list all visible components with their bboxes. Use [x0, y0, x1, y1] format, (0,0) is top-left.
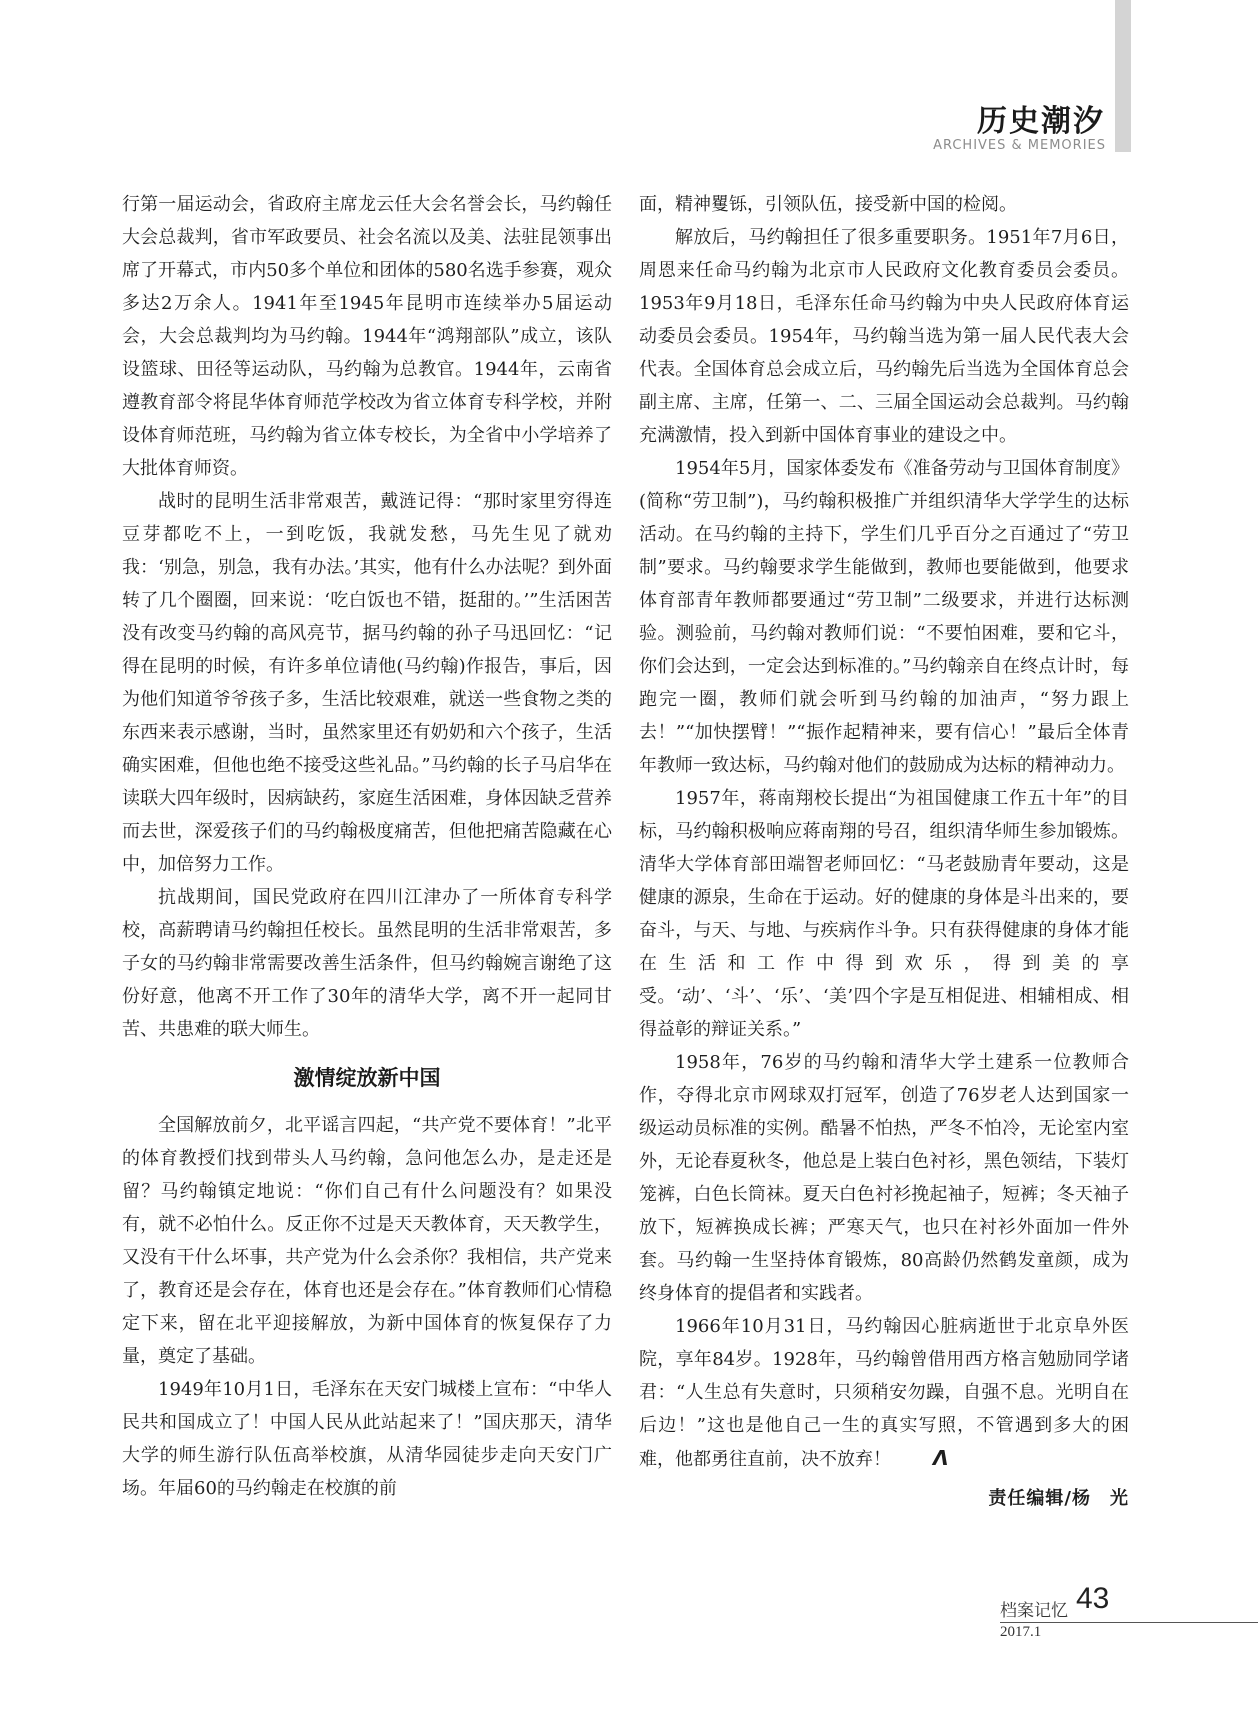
paragraph: 1958年，76岁的马约翰和清华大学土建系一位教师合作，夺得北京市网球双打冠军，创造了76岁老人达到国家一级运动员标准的实例。酷暑不怕热，严冬不怕冷，无论室内室外，无论春夏秋冬，他总是上装白色衬衫，黑色领结，下装灯笼裤，白色长筒袜。夏天白色衬衫挽起袖子，短裤；冬天袖子放下，短裤换成长裤；严寒天气，也只在衬衫外面加一件外套。马约翰一生坚持体育锻炼，80高龄仍然鹤发童颜，成为终身体育的提倡者和实践者。: [639, 1052, 1129, 1304]
paragraph: 1954年5月，国家体委发布《准备劳动与卫国体育制度》(简称“劳卫制”)，马约翰积极推广并组织清华大学学生的达标活动。在马约翰的主持下，学生们几乎百分之百通过了“劳卫制”要求。马约翰要求学生能做到，教师也要能做到，他要求体育部青年教师都要通过“劳卫制”二级要求，并进行达标测验。测验前，马约翰对教师们说：“不要怕困难，要和它斗，你们会达到，一定会达到标准的。”马约翰亲自在终点计时，每跑完一圈，教师们就会听到马约翰的加油声，“努力跟上去！”“加快摆臂！”“振作起精神来，要有信心！”最后全体青年教师一致达标，马约翰对他们的鼓励成为达标的精神动力。: [639, 458, 1129, 776]
journal-name: 档案记忆: [1000, 1601, 1068, 1621]
paragraph-text: 1966年10月31日，马约翰因心脏病逝世于北京阜外医院，享年84岁。1928年，马约翰曾借用西方格言勉励同学诸君：“人生总有失意时，只须稍安勿躁，自强不息。光明自在后边！”这也是他自己一生的真实写照，不管遇到多大的困难，他都勇往直前，决不放弃！: [639, 1316, 1129, 1470]
end-mark-icon: Λ: [933, 1446, 949, 1470]
paragraph: 解放后，马约翰担任了很多重要职务。1951年7月6日，周恩来任命马约翰为北京市人民政府文化教育委员会委员。1953年9月18日，毛泽东任命马约翰为中央人民政府体育运动委员会委员。1954年，马约翰当选为第一届人民代表大会代表。全国体育总会成立后，马约翰先后当选为全国体育总会副主席、主席，任第一、二、三届全国运动会总裁判。马约翰充满激情，投入到新中国体育事业的建设之中。: [639, 227, 1129, 446]
right-column: [639, 188, 1129, 1515]
footer-rule: [1000, 1622, 1258, 1623]
paragraph: 战时的昆明生活非常艰苦，戴涟记得：“那时家里穷得连豆芽都吃不上，一到吃饭，我就发愁，马先生见了就劝我：‘别急，别急，我有办法。’其实，他有什么办法呢？到外面转了几个圈圈，回来说：‘吃白饭也不错，挺甜的。’”生活困苦没有改变马约翰的高风亮节，据马约翰的孙子马迅回忆：“记得在昆明的时候，有许多单位请他(马约翰)作报告，事后，因为他们知道爷爷孩子多，生活比较艰难，就送一些食物之类的东西来表示感谢，当时，虽然家里还有奶奶和六个孩子，生活确实困难，但他也绝不接受这些礼品。”马约翰的长子马启华在读联大四年级时，因病缺药，家庭生活困难，身体因缺乏营养而去世，深爱孩子们的马约翰极度痛苦，但他把痛苦隐藏在心中，加倍努力工作。: [122, 491, 612, 875]
section-heading: 激情绽放新中国: [293, 1066, 441, 1090]
edge-bar: [1115, 0, 1131, 152]
page-number: 43: [1076, 1582, 1110, 1615]
paragraph: 抗战期间，国民党政府在四川江津办了一所体育专科学校，高薪聘请马约翰担任校长。虽然昆明的生活非常艰苦，多子女的马约翰非常需要改善生活条件，但马约翰婉言谢绝了这份好意，他离不开工作了30年的清华大学，离不开一起同甘苦、共患难的联大师生。: [122, 887, 612, 1040]
paragraph: 全国解放前夕，北平谣言四起，“共产党不要体育！”北平的体育教授们找到带头人马约翰，急问他怎么办，是走还是留？马约翰镇定地说：“你们自己有什么问题没有？如果没有，就不必怕什么。反正你不过是天天教体育，天天教学生，又没有干什么坏事，共产党为什么会杀你？我相信，共产党来了，教育还是会存在，体育也还是会存在。”体育教师们心情稳定下来，留在北平迎接解放，为新中国体育的恢复保存了力量，奠定了基础。: [122, 1115, 612, 1367]
paragraph: 面，精神矍铄，引领队伍，接受新中国的检阅。: [639, 194, 1017, 215]
paragraph: 行第一届运动会，省政府主席龙云任大会名誉会长，马约翰任大会总裁判，省市军政要员、社会名流以及美、法驻昆领事出席了开幕式，市内50多个单位和团体的580名选手参赛，观众多达2万余人。1941年至1945年昆明市连续举办5届运动会，大会总裁判均为马约翰。1944年“鸿翔部队”成立，该队设篮球、田径等运动队，马约翰为总教官。1944年，云南省遵教育部令将昆华体育师范学校改为省立体育专科学校，并附设体育师范班，马约翰为省立体专校长，为全省中小学培养了大批体育师资。: [122, 194, 612, 479]
paragraph-last: [639, 1310, 1129, 1476]
section-subtitle: ARCHIVES & MEMORIES: [933, 138, 1106, 153]
section-title: 历史潮汐: [977, 104, 1105, 139]
paragraph: 1949年10月1日，毛泽东在天安门城楼上宣布：“中华人民共和国成立了！中国人民从此站起来了！”国庆那天，清华大学的师生游行队伍高举校旗，从清华园徒步走向天安门广场。年届60的马约翰走在校旗的前: [122, 1379, 612, 1499]
paragraph: 1957年，蒋南翔校长提出“为祖国健康工作五十年”的目标，马约翰积极响应蒋南翔的号召，组织清华师生参加锻炼。清华大学体育部田端智老师回忆：“马老鼓励青年要动，这是健康的源泉，生命在于运动。好的健康的身体是斗出来的，要奋斗，与天、与地、与疾病作斗争。只有获得健康的身体才能在生活和工作中得到欢乐，得到美的享受。‘动’、‘斗’、‘乐’、‘美’四个字是互相促进、相辅相成、相得益彰的辩证关系。”: [639, 788, 1129, 1040]
issue-number: 2017.1: [1000, 1624, 1042, 1640]
editor-credit: 责任编辑/杨 光: [988, 1488, 1129, 1509]
left-column: [122, 188, 612, 1505]
